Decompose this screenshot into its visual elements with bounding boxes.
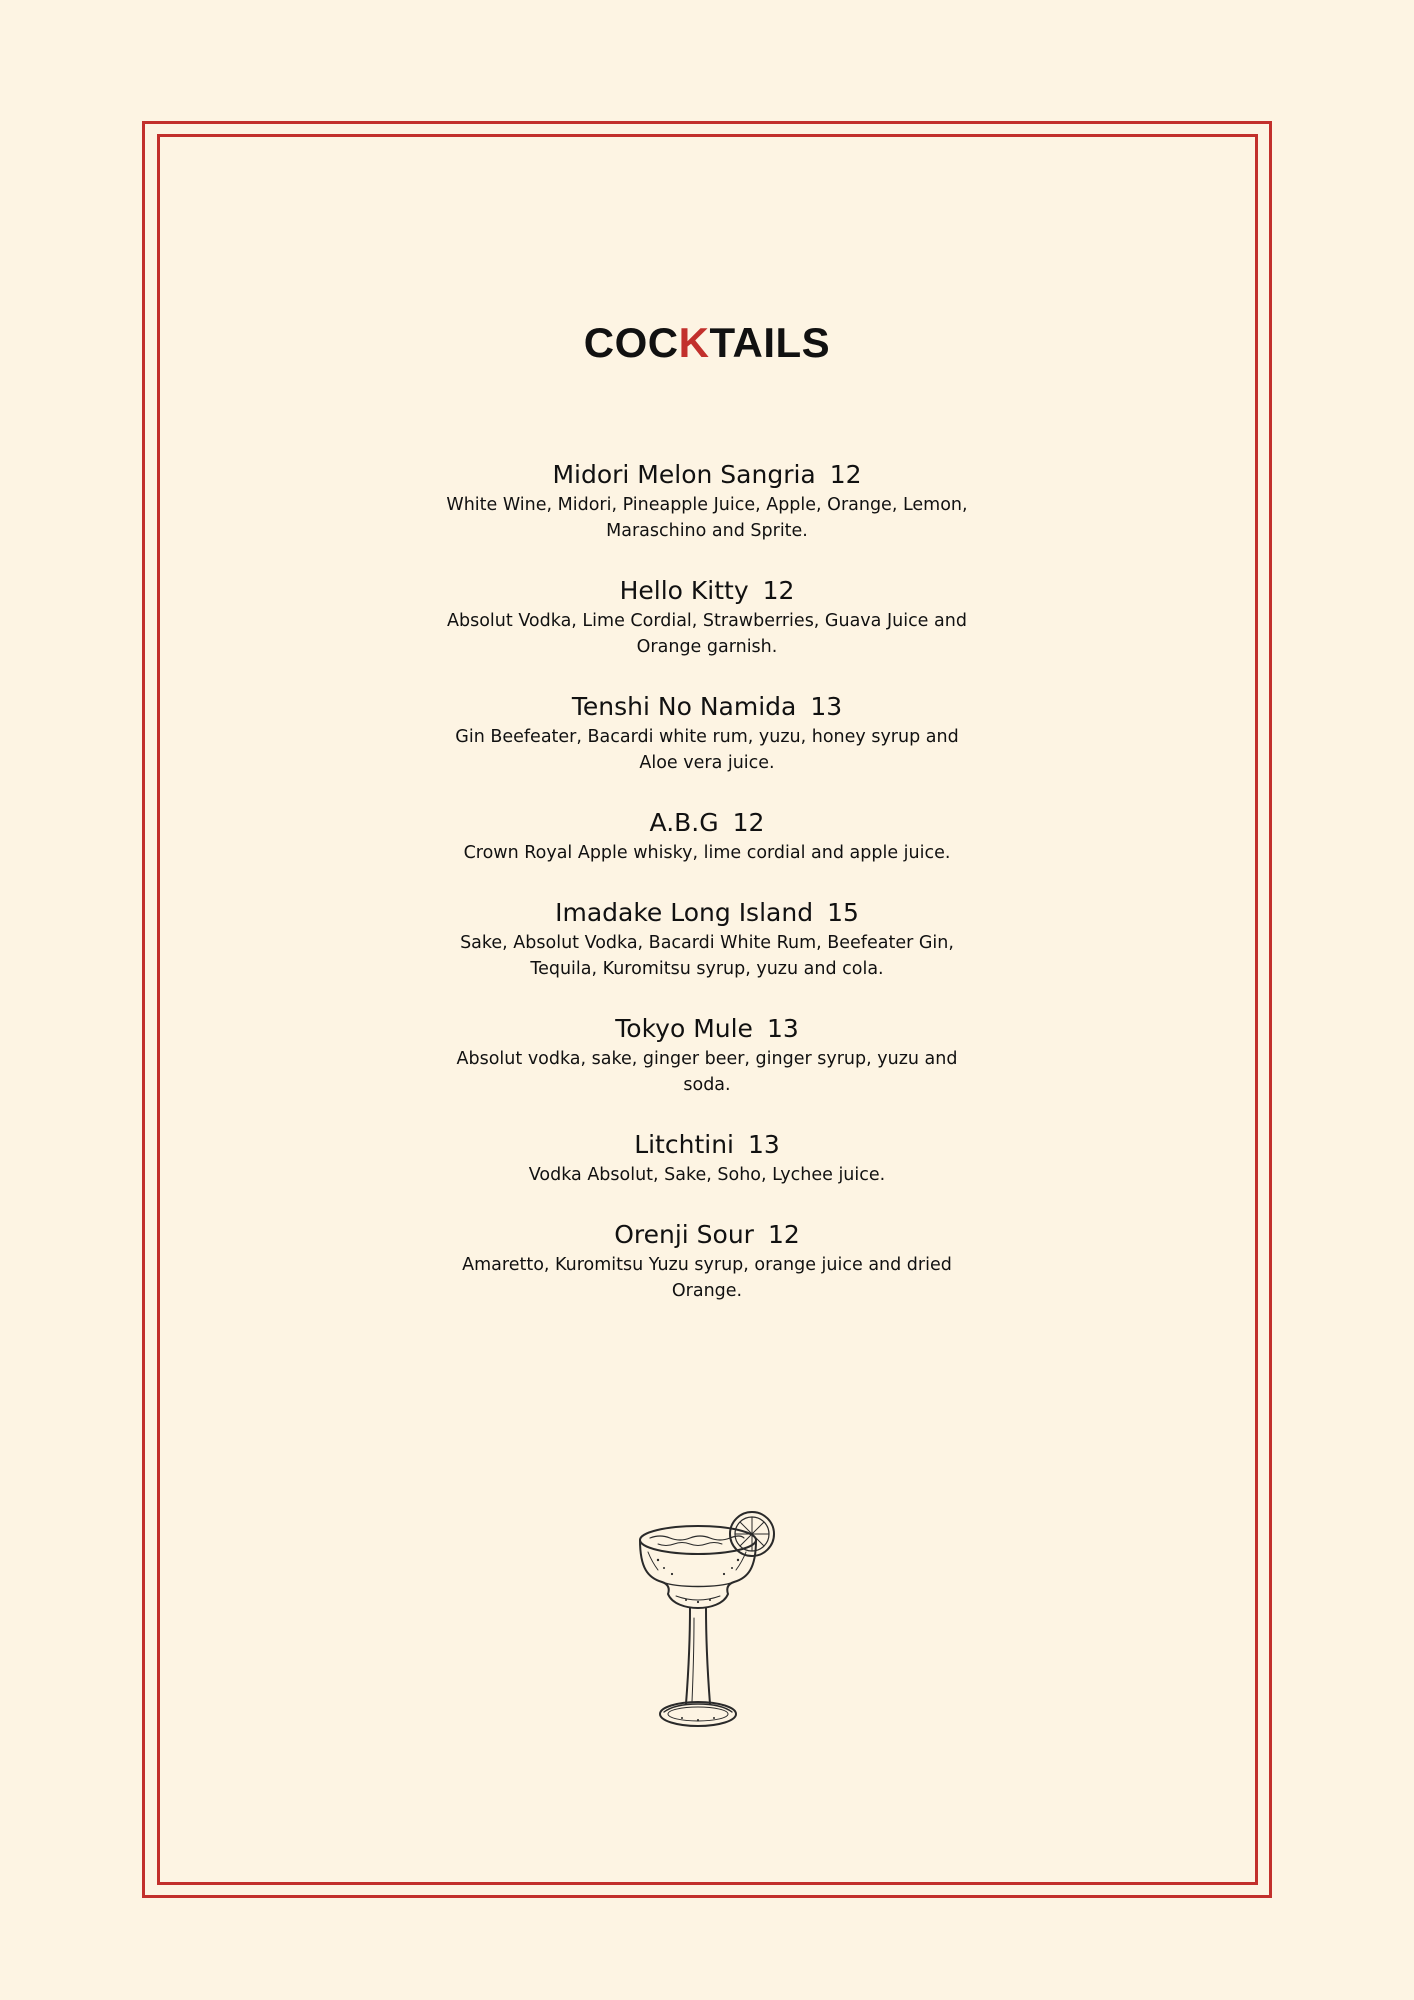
menu-item-description: Absolut vodka, sake, ginger beer, ginger syrup, yuzu and soda. — [456, 1049, 958, 1095]
menu-item — [432, 1128, 982, 1188]
title-part-1: COC — [583, 319, 679, 366]
menu-item-description: Amaretto, Kuromitsu Yuzu syrup, orange juice and dried Orange. — [462, 1255, 952, 1301]
menu-item — [432, 1012, 982, 1098]
menu-item-heading — [432, 806, 982, 840]
title-part-2: TAILS — [709, 319, 831, 366]
menu-item — [432, 1218, 982, 1304]
menu-item-name: A.B.G — [649, 808, 719, 837]
menu-item — [432, 690, 982, 776]
menu-item-price: 13 — [748, 1130, 780, 1159]
menu-item-description: Gin Beefeater, Bacardi white rum, yuzu, honey syrup and Aloe vera juice. — [455, 727, 959, 773]
menu-item-description: Sake, Absolut Vodka, Bacardi White Rum, Beefeater Gin, Tequila, Kuromitsu syrup, yuzu and cola. — [460, 933, 954, 979]
menu-item-description: White Wine, Midori, Pineapple Juice, Apple, Orange, Lemon, Maraschino and Sprite. — [446, 495, 968, 541]
menu-item-heading — [432, 690, 982, 724]
menu-item-description: Crown Royal Apple whisky, lime cordial and apple juice. — [463, 843, 951, 863]
menu-item-name: Orenji Sour — [614, 1220, 754, 1249]
menu-item-price: 12 — [829, 460, 862, 489]
menu-item-heading — [432, 1218, 982, 1252]
menu-item-heading — [432, 1128, 982, 1162]
page-title — [0, 318, 1414, 368]
menu-item-heading — [432, 574, 982, 608]
menu-item-name: Imadake Long Island — [555, 898, 814, 927]
menu-item — [432, 458, 982, 544]
menu-item-price: 13 — [766, 1014, 799, 1043]
menu-item — [432, 896, 982, 982]
menu-item-name: Tokyo Mule — [615, 1014, 753, 1043]
menu-item-description: Absolut Vodka, Lime Cordial, Strawberries, Guava Juice and Orange garnish. — [447, 611, 967, 657]
cocktail-glass-icon — [628, 1508, 788, 1738]
title-accent-letter: K — [678, 319, 710, 366]
menu-item-price: 12 — [732, 808, 765, 837]
cocktail-list — [432, 458, 982, 1334]
menu-item-name: Tenshi No Namida — [571, 692, 797, 721]
menu-item-name: Litchtini — [634, 1130, 734, 1159]
menu-item-heading — [432, 1012, 982, 1046]
menu-item-name: Midori Melon Sangria — [552, 460, 816, 489]
menu-item-price: 15 — [827, 898, 859, 927]
menu-item — [432, 806, 982, 866]
menu-item-description: Vodka Absolut, Sake, Soho, Lychee juice. — [528, 1165, 886, 1185]
menu-item-heading — [432, 458, 982, 492]
menu-item-name: Hello Kitty — [619, 576, 749, 605]
menu-item-price: 12 — [767, 1220, 800, 1249]
menu-item-price: 12 — [762, 576, 795, 605]
menu-item-heading — [432, 896, 982, 930]
menu-item — [432, 574, 982, 660]
menu-item-price: 13 — [810, 692, 843, 721]
